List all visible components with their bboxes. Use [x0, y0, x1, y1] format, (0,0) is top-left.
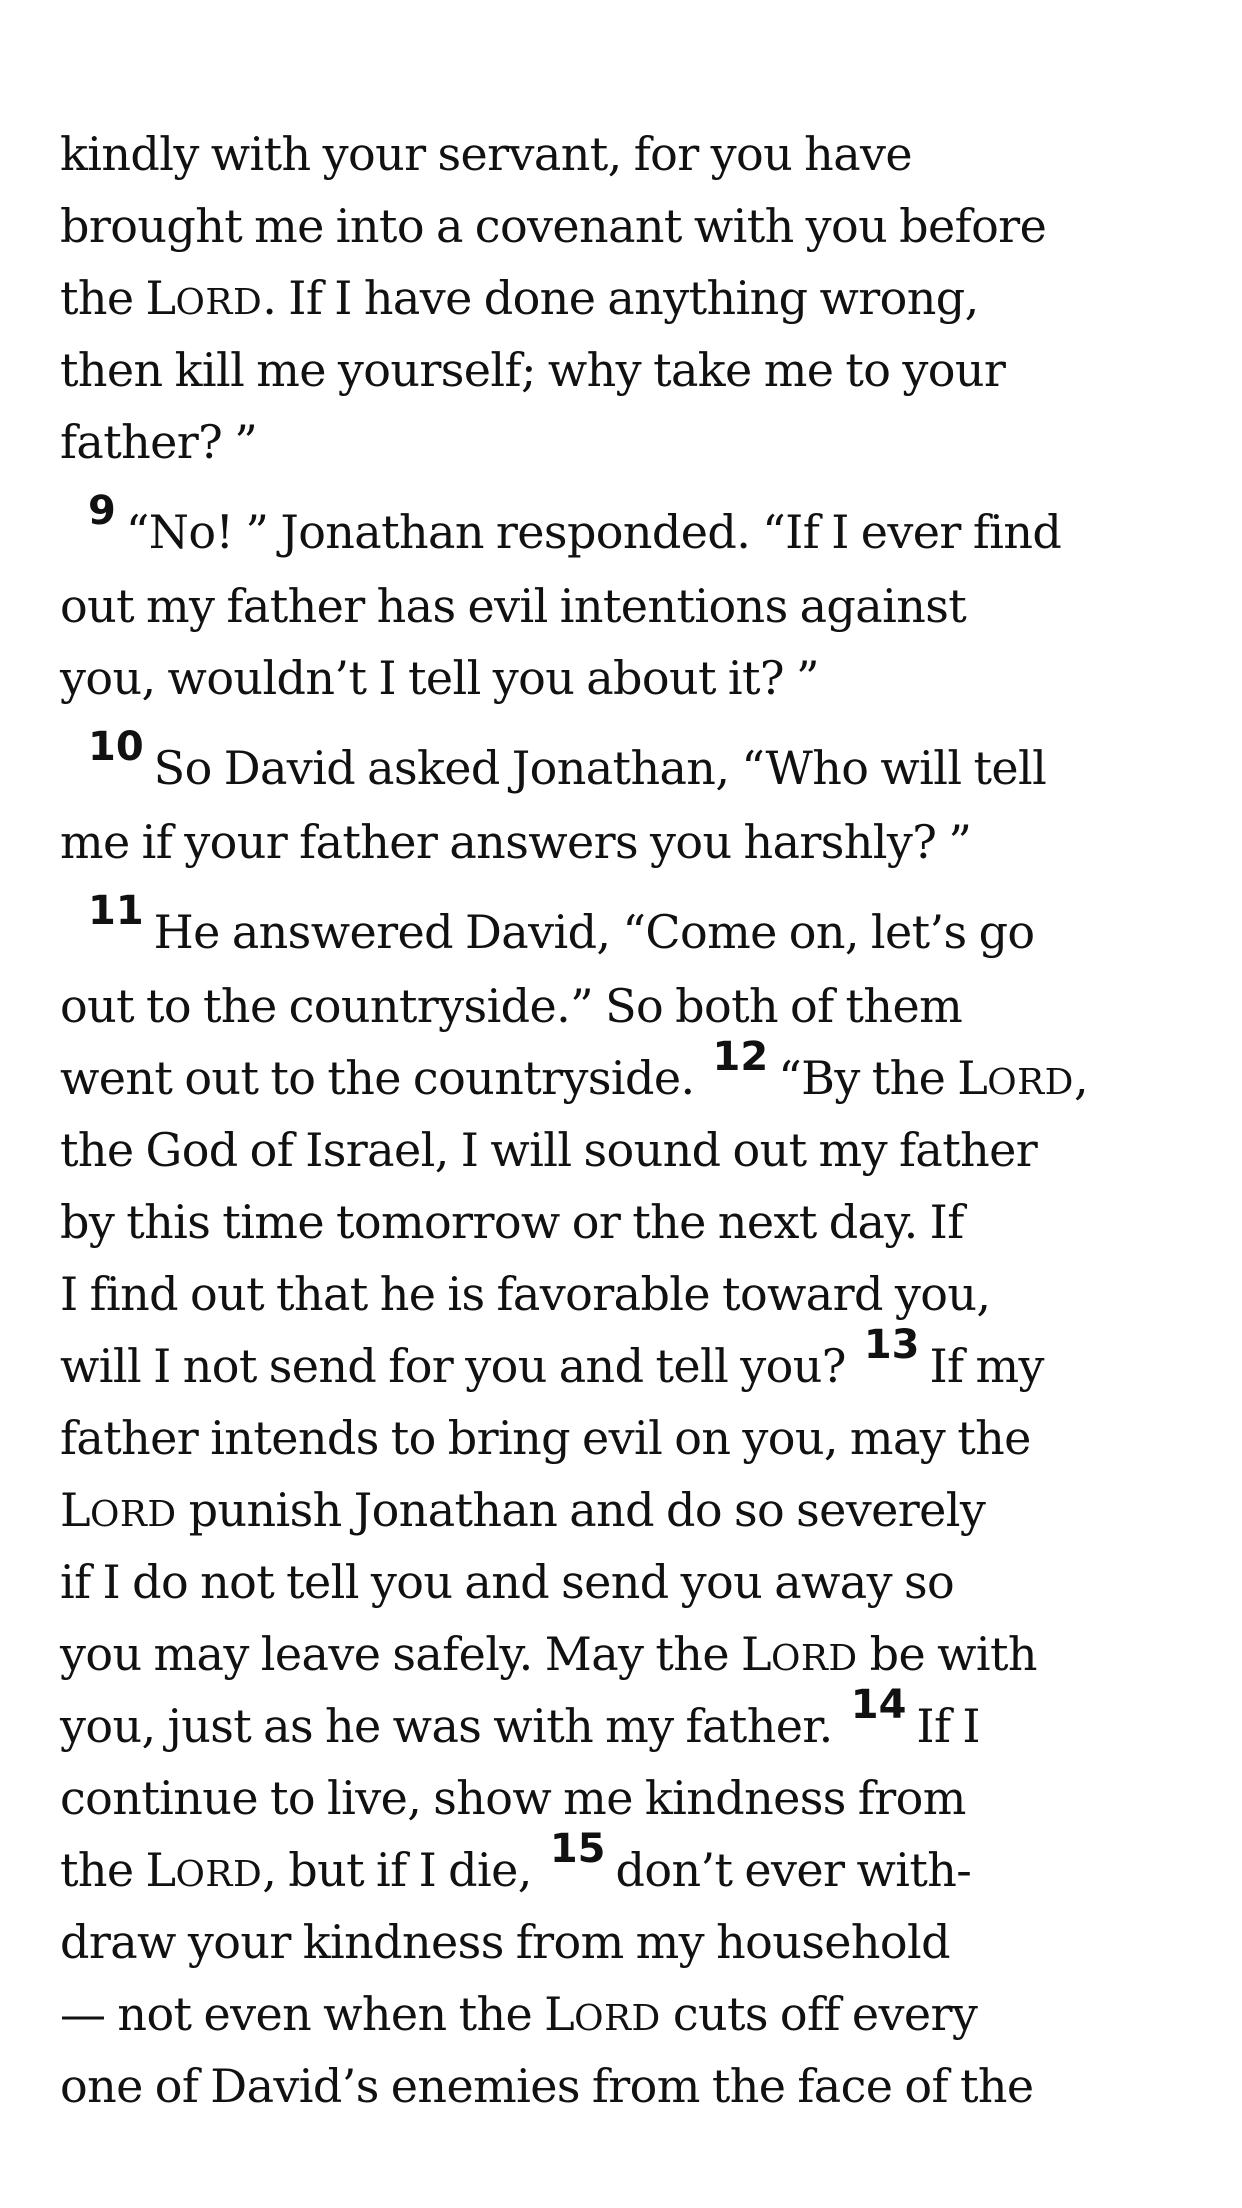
text-line: kindly with your servant, for you have	[60, 127, 913, 181]
verse-number-9[interactable]: 9	[88, 488, 116, 534]
text-line: father? ”	[60, 415, 258, 469]
verse-number-12[interactable]: 12	[712, 1034, 769, 1080]
text-line: will I not send for you and tell you? 13 If my	[60, 1322, 1044, 1393]
verse-11-start: 11 He answered David, “Come on, let’s go	[88, 888, 1035, 959]
text-line: by this time tomorrow or the next day. If	[60, 1195, 964, 1249]
text-line: continue to live, show me kindness from	[60, 1771, 966, 1825]
verse-number-14[interactable]: 14	[850, 1682, 907, 1728]
verse-9-start: 9 “No! ” Jonathan responded. “If I ever find	[88, 488, 1062, 559]
text-line: brought me into a covenant with you before	[60, 199, 1047, 253]
text-line: the God of Israel, I will sound out my father	[60, 1123, 1038, 1177]
text-line: you may leave safely. May the LORD be with	[60, 1627, 1037, 1681]
text-line: I find out that he is favorable toward you,	[60, 1267, 991, 1321]
text-line: out to the countryside.” So both of them	[60, 979, 963, 1033]
small-caps-lord: ORD	[987, 1062, 1074, 1103]
small-caps-lord: ORD	[175, 282, 263, 323]
verse-number-10[interactable]: 10	[88, 724, 144, 770]
small-caps-lord: ORD	[574, 1998, 661, 2039]
text-line: LORD punish Jonathan and do so severely	[60, 1483, 986, 1537]
text-line: one of David’s enemies from the face of the	[60, 2059, 1034, 2113]
text-line: you, wouldn’t I tell you about it? ”	[60, 651, 819, 705]
verse-number-11[interactable]: 11	[88, 888, 144, 934]
verse-number-13[interactable]: 13	[863, 1322, 920, 1368]
small-caps-lord: ORD	[89, 1494, 177, 1535]
text-line: out my father has evil intentions against	[60, 579, 967, 633]
verse-number-15[interactable]: 15	[549, 1826, 606, 1872]
text-line: you, just as he was with my father. 14 If I	[60, 1682, 980, 1753]
text-line: went out to the countryside. 12 “By the LORD,	[60, 1034, 1088, 1105]
text-line: then kill me yourself; why take me to your	[60, 343, 1006, 397]
text-line: — not even when the LORD cuts off every	[60, 1987, 978, 2041]
verse-10-start: 10 So David asked Jonathan, “Who will tell	[88, 724, 1047, 795]
text-line: the LORD, but if I die, 15 don’t ever with-	[60, 1826, 972, 1897]
text-line: me if your father answers you harshly? ”	[60, 815, 972, 869]
text-line: father intends to bring evil on you, may the	[60, 1411, 1031, 1465]
text-line: the LORD. If I have done anything wrong,	[60, 271, 979, 325]
small-caps-lord: ORD	[175, 1854, 263, 1895]
passage-text	[60, 118, 1202, 2122]
small-caps-lord: ORD	[770, 1638, 858, 1679]
text-line: if I do not tell you and send you away so	[60, 1555, 955, 1609]
text-line: draw your kindness from my household	[60, 1915, 950, 1969]
